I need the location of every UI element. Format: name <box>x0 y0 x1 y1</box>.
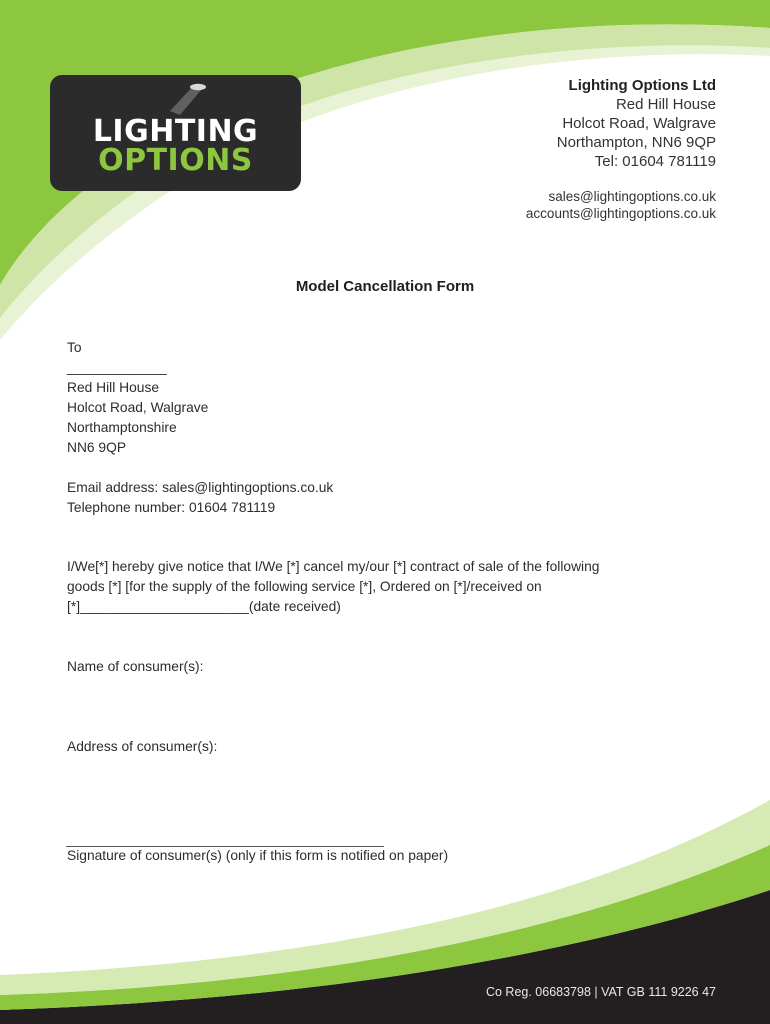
company-address-line: Northampton, NN6 9QP <box>556 134 716 151</box>
notice-line: I/We[*] hereby give notice that I/We [*] cancel my/our [*] contract of sale of the following <box>67 559 600 574</box>
company-email-accounts: accounts@lightingoptions.co.uk <box>525 206 716 221</box>
notice-paragraph <box>67 557 697 617</box>
recipient-address-line: Red Hill House <box>67 380 160 395</box>
contact-block <box>67 478 333 518</box>
recipient-address-line: Northamptonshire <box>67 420 177 435</box>
company-name: Lighting Options Ltd <box>568 77 716 94</box>
company-details <box>526 76 716 222</box>
to-blank: _____________ <box>67 360 167 375</box>
phone-line: Telephone number: 01604 781119 <box>67 500 276 515</box>
footer-registration: Co Reg. 06683798 | VAT GB 111 9226 47 <box>485 985 716 999</box>
recipient-block <box>67 338 208 458</box>
email-line: Email address: sales@lightingoptions.co.uk <box>67 480 334 495</box>
notice-line: goods [*] [for the supply of the following service [*], Ordered on [*]/received on <box>67 579 542 594</box>
recipient-address-line: Holcot Road, Walgrave <box>67 400 209 415</box>
company-email-sales: sales@lightingoptions.co.uk <box>548 189 716 204</box>
company-phone: Tel: 01604 781119 <box>594 153 716 170</box>
company-logo <box>50 75 301 191</box>
form-title: Model Cancellation Form <box>295 278 475 295</box>
signature-label: Signature of consumer(s) (only if this form is notified on paper) <box>67 848 449 863</box>
spotlight-icon <box>168 81 208 117</box>
logo-word-lighting: LIGHTING <box>92 114 259 149</box>
recipient-address-line: NN6 9QP <box>67 440 127 455</box>
notice-line: [*]______________________(date received) <box>67 599 341 614</box>
logo-word-options: OPTIONS <box>98 143 253 178</box>
consumer-address-label: Address of consumer(s): <box>67 739 218 754</box>
company-address-line: Red Hill House <box>615 96 716 113</box>
company-address-line: Holcot Road, Walgrave <box>562 115 716 132</box>
to-label: To <box>67 340 82 355</box>
consumer-name-label: Name of consumer(s): <box>67 659 204 674</box>
